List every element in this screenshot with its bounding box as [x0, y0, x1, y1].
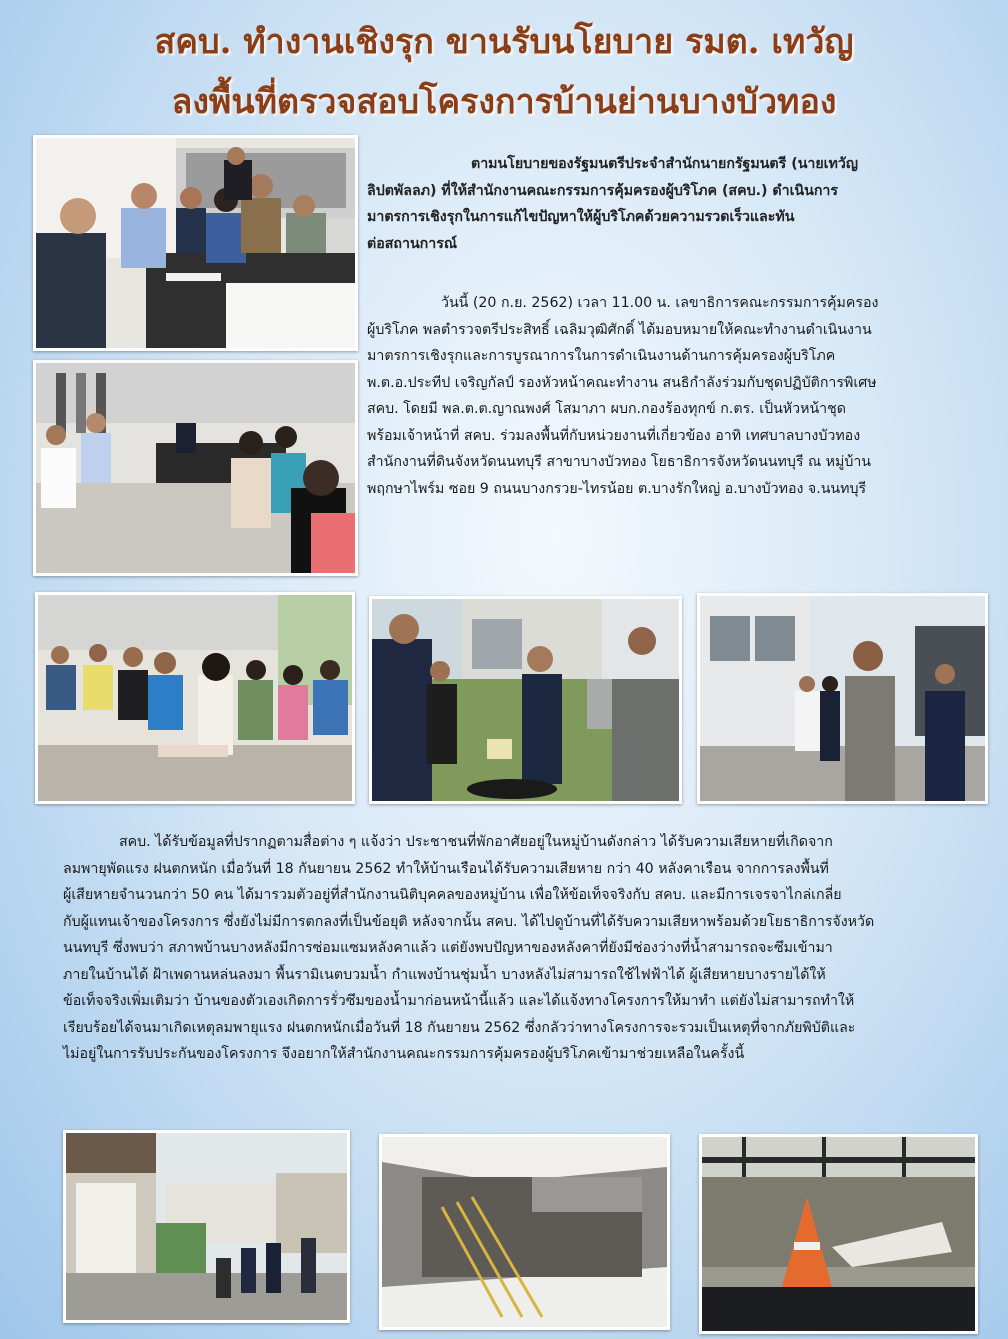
body2-line: กับผู้แทนเจ้าของโครงการ ซึ่งยังไม่มีการตกลงที่เป็นข้อยุติ หลังจากนั้น สคบ. ได้ไปดูบ้านที่ได้รับความเสียหาพร้อมด้วยโยธาธิการจังหวัด [63, 913, 875, 930]
intro-line: มาตรการเชิงรุกในการแก้ไขปัญหาให้ผู้บริโภคด้วยความรวดเร็วและทัน [367, 209, 795, 225]
photo-officials-outdoor-image [372, 599, 679, 801]
body2-line: สคบ. ได้รับข้อมูลที่ปรากฏตามสื่อต่าง ๆ แจ้งว่า ประชาชนที่พักอาศัยอยู่ในหมู่บ้านดังกล่าว ได้รับความเสียหายที่เกิดจาก [119, 834, 833, 850]
page-title-line-2: ลงพื้นที่ตรวจสอบโครงการบ้านย่านบางบัวทอง [171, 82, 837, 122]
body1-line: มาตรการเชิงรุกและการบูรณาการในการดำเนินงานด้านการคุ้มครองผู้บริโภค [367, 348, 836, 364]
photo-debris-cone-image [702, 1137, 975, 1331]
body2-line: ภายในบ้านได้ ฝ้าเพดานหล่นลงมา พื้นรามิเนตบวมน้ำ กำแพงบ้านชุ่มน้ำ บางหลังไม่สามารถใช้ไฟฟ้าได้ ผู้เสียหายบางรายได้ให้ [63, 966, 826, 983]
body1-line: ผู้บริโภค พลตำรวจตรีประสิทธิ์ เฉลิมวุฒิศักดิ์ ได้มอบหมายให้คณะทำงานดำเนินงาน [367, 321, 872, 338]
intro-paragraph [367, 151, 977, 257]
body-paragraph-2 [63, 829, 993, 1068]
body1-line: พ.ต.อ.ประทีป เจริญกัลป์ รองหัวหน้าคณะทำงาน สนธิกำลังร่วมกับชุดปฏิบัติการพิเศษ [367, 374, 877, 391]
body1-line: พร้อมเจ้าหน้าที่ สคบ. ร่วมลงพื้นที่กับหน่วยงานที่เกี่ยวข้อง อาทิ เทศบาลบางบัวทอง [367, 427, 861, 444]
photo-ceiling-damage [379, 1134, 670, 1330]
photo-housing-street-image [66, 1133, 347, 1320]
photo-residents-meeting [33, 360, 358, 576]
photo-residents-seated-image [38, 595, 352, 801]
body1-line: พฤกษาไพร์ม ซอย 9 ถนนบางกรวย-ไทรน้อย ต.บางรักใหญ่ อ.บางบัวทอง จ.นนทบุรี [367, 480, 867, 497]
photo-meeting-officials [33, 135, 358, 351]
body1-line: สคบ. โดยมี พล.ต.ต.ญาณพงศ์ โสมาภา ผบก.กองร้องทุกข์ ก.ตร. เป็นหัวหน้าชุด [367, 401, 846, 417]
intro-line: ตามนโยบายของรัฐมนตรีประจำสำนักนายกรัฐมนตรี (นายเทวัญ [471, 156, 858, 172]
body2-line: ไม่อยู่ในการรับประกันของโครงการ จึงอยากให้สำนักงานคณะกรรมการคุ้มครองผู้บริโภคเข้ามาช่วยเหลือในครั้งนี้ [63, 1046, 745, 1062]
body1-line: วันนี้ (20 ก.ย. 2562) เวลา 11.00 น. เลขาธิการคณะกรรมการคุ้มครอง [441, 295, 879, 311]
photo-meeting-officials-image [36, 138, 355, 348]
body1-line: สำนักงานที่ดินจังหวัดนนทบุรี สาขาบางบัวทอง โยธาธิการจังหวัดนนทบุรี ณ หมู่บ้าน [367, 454, 872, 470]
body2-line: ข้อเท็จจริงเพิ่มเติมว่า บ้านของตัวเองเกิดการรั่วซึมของน้ำมาก่อนหน้านี้แล้ว และได้แจ้งทางโครงการให้มาทำ แต่ยังไม่สามารถทำให้ [63, 993, 855, 1009]
page-title-line-1: สคบ. ทำงานเชิงรุก ขานรับนโยบาย รมต. เทวัญ [154, 22, 854, 62]
body2-line: นนทบุรี ซึ่งพบว่า สภาพบ้านบางหลังมีการซ่อมแซมหลังคาแล้ว แต่ยังพบปัญหาของหลังคาที่ยังมีช่องว่างที่น้ำสามารถจะซึมเข้ามา [63, 940, 833, 956]
intro-line: ต่อสถานการณ์ [367, 235, 457, 252]
photo-residents-meeting-image [36, 363, 355, 573]
photo-inspection-walk [697, 593, 988, 804]
photo-housing-street [63, 1130, 350, 1323]
photo-inspection-walk-image [700, 596, 985, 801]
body-paragraph-1 [367, 290, 977, 502]
body2-line: ลมพายุพัดแรง ฝนตกหนัก เมื่อวันที่ 18 กันยายน 2562 ทำให้บ้านเรือนได้รับความเสียหาย กว่า 40 หลังคาเรือน จากการลงพื้นที่ [63, 860, 829, 877]
intro-line: ลิปตพัลลภ) ที่ให้สำนักงานคณะกรรมการคุ้มครองผู้บริโภค (สคบ.) ดำเนินการ [367, 182, 839, 199]
photo-debris-cone [699, 1134, 978, 1334]
body2-line: ผู้เสียหายจำนวนกว่า 50 คน ได้มารวมตัวอยู่ที่สำนักงานนิติบุคคลของหมู่บ้าน เพื่อให้ข้อเท็จจริงกับ สคบ. และมีการเจรจาไกล่เกลี่ย [63, 887, 842, 903]
photo-officials-outdoor [369, 596, 682, 804]
body2-line: เรียบร้อยได้จนมาเกิดเหตุลมพายุแรง ฝนตกหนักเมื่อวันที่ 18 กันยายน 2562 ซึ่งกลัวว่าทางโครงการจะรวมเป็นเหตุที่จากภัยพิบัติและ [63, 1019, 856, 1036]
photo-residents-seated [35, 592, 355, 804]
photo-ceiling-damage-image [382, 1137, 667, 1327]
